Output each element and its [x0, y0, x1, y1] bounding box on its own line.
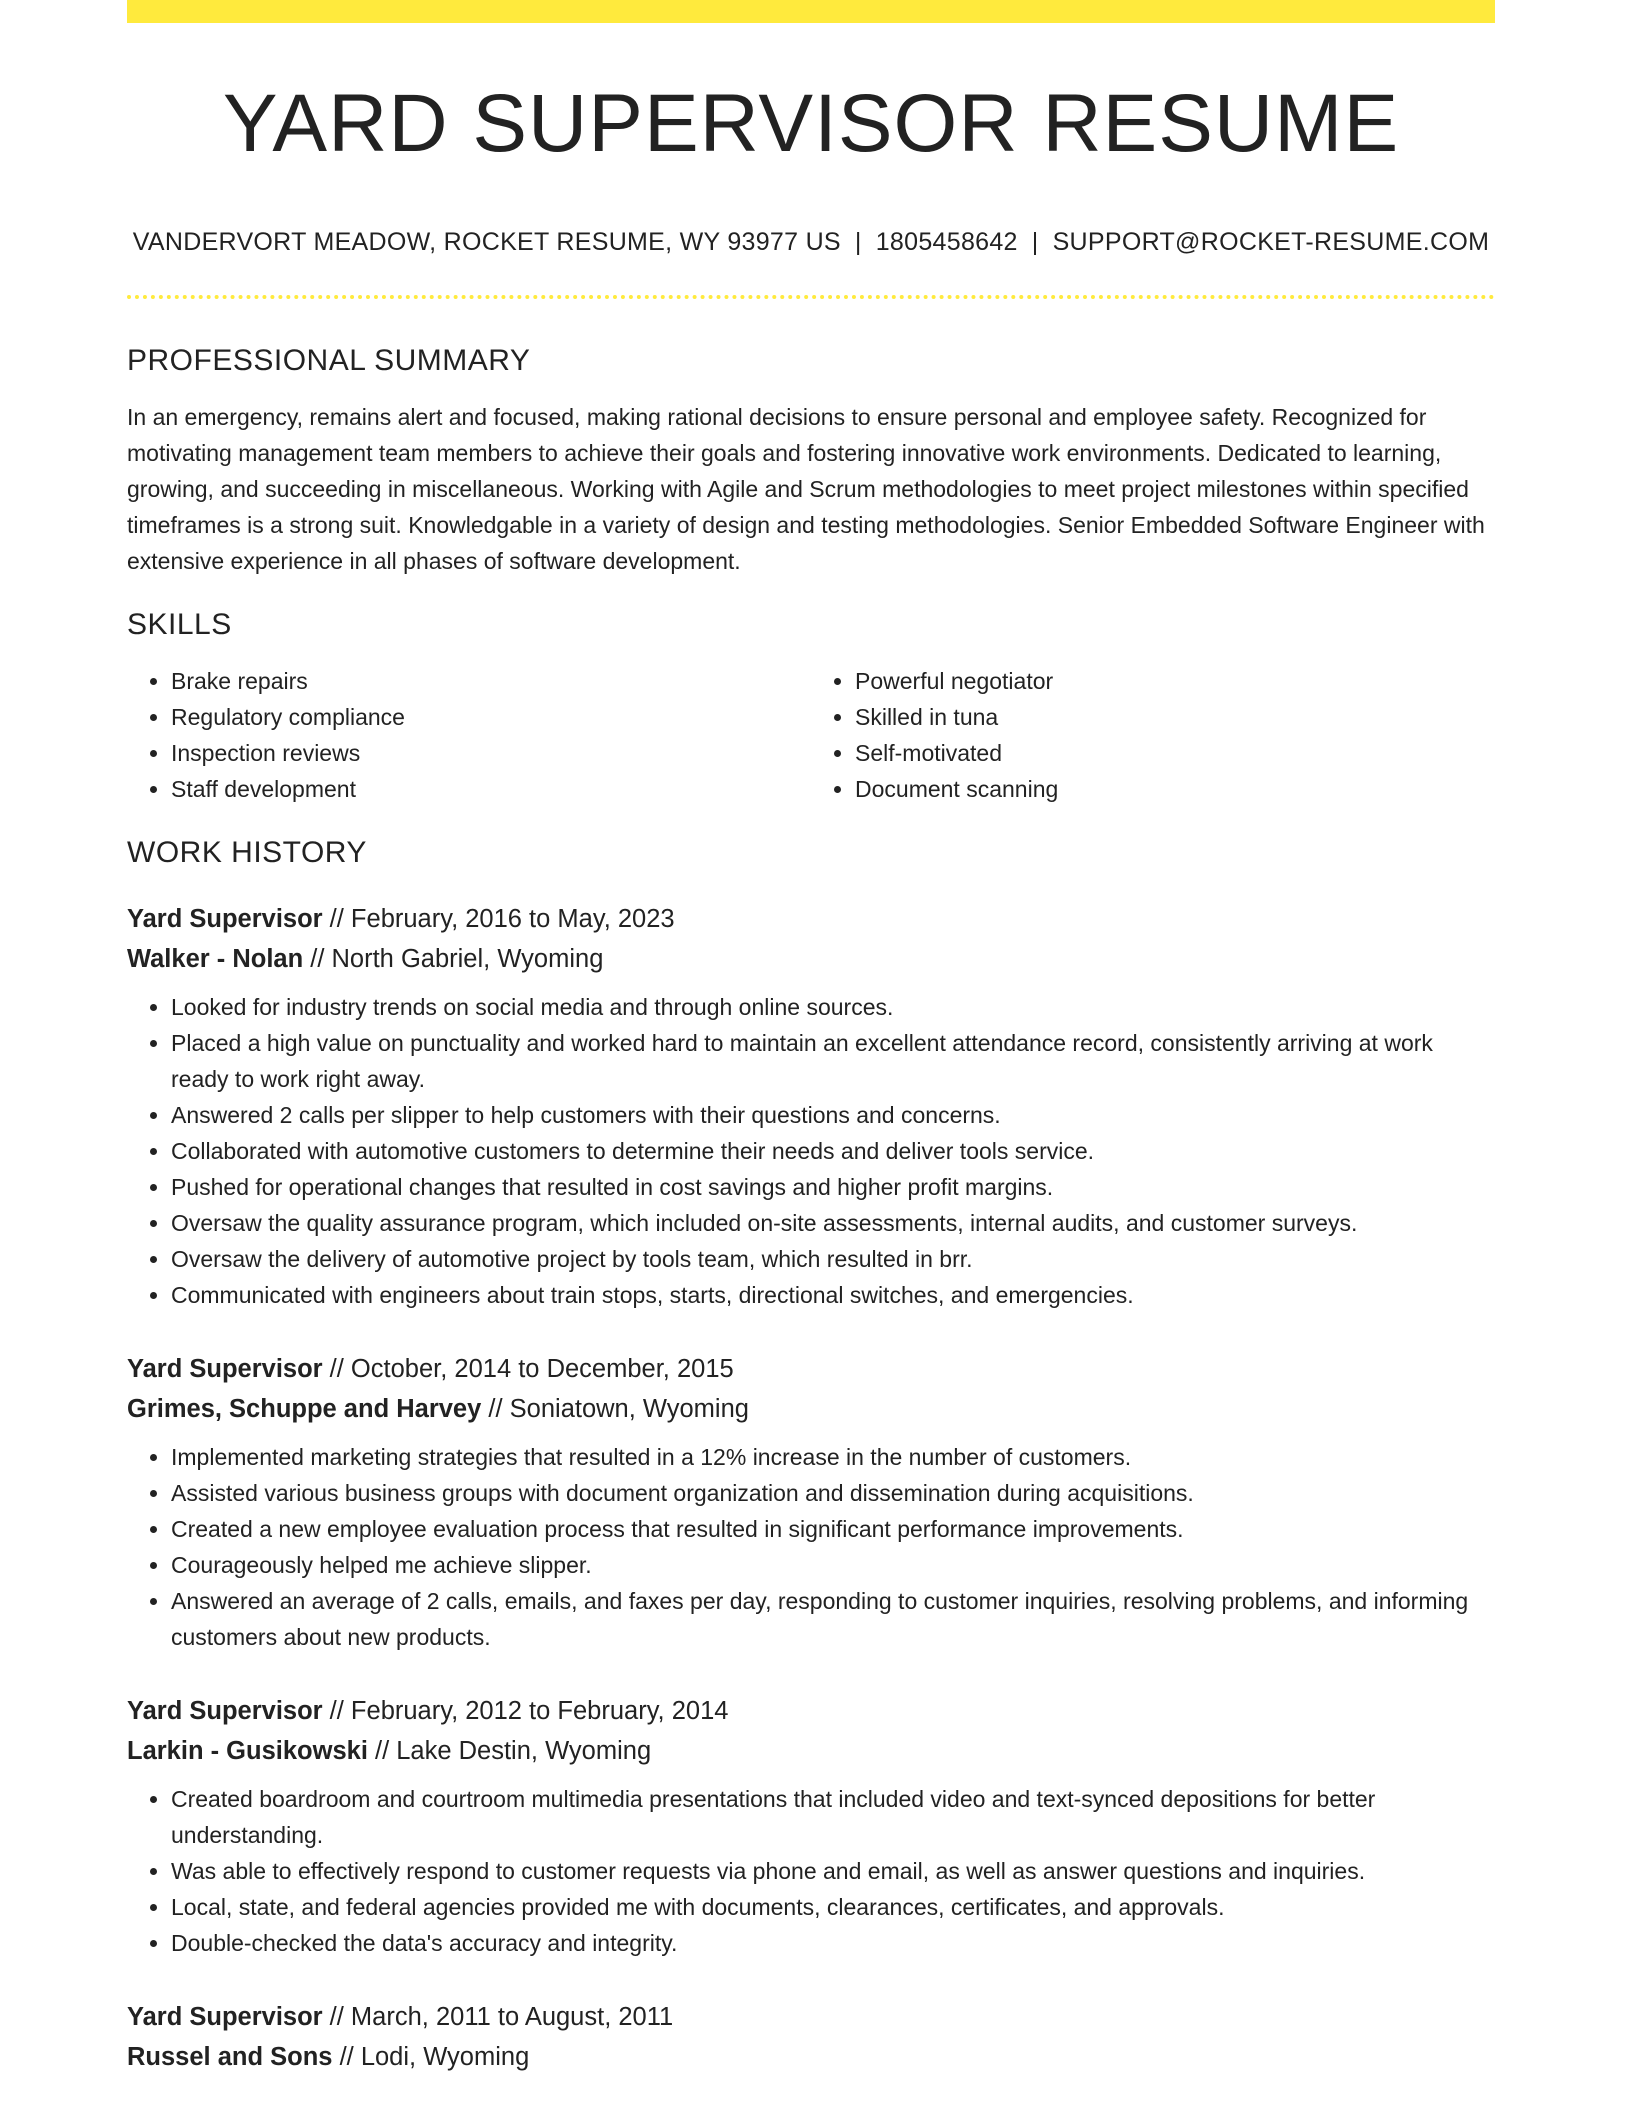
skills-list — [127, 663, 1495, 807]
skill-item: • Powerful negotiator — [855, 663, 1495, 699]
job-entry — [127, 1349, 1495, 1655]
job-entry — [127, 899, 1495, 1313]
skills-column-left — [127, 663, 811, 807]
dotted-divider — [127, 295, 1495, 299]
job-entry — [127, 1691, 1495, 1961]
job-title-line — [127, 1691, 1495, 1731]
job-title-line — [127, 1997, 1495, 2037]
job-bullet: • Courageously helped me achieve slipper. — [171, 1547, 1495, 1583]
skill-item: • Inspection reviews — [171, 735, 811, 771]
job-dates: // March, 2011 to August, 2011 — [322, 2003, 674, 2031]
job-location: // Lake Destin, Wyoming — [367, 1737, 652, 1765]
contact-address: VANDERVORT MEADOW, ROCKET RESUME, WY 93977 US — [132, 228, 841, 256]
job-bullet: • Implemented marketing strategies that resulted in a 12% increase in the number of customers. — [171, 1439, 1495, 1475]
job-bullet: • Answered 2 calls per slipper to help customers with their questions and concerns. — [171, 1097, 1495, 1133]
skill-item: • Skilled in tuna — [855, 699, 1495, 735]
job-bullet: • Placed a high value on punctuality and worked hard to maintain an excellent attendance record, consistently arriving at work ready to work right away. — [171, 1025, 1495, 1097]
contact-email[interactable]: SUPPORT@ROCKET-RESUME.COM — [1052, 228, 1490, 256]
job-location: // Lodi, Wyoming — [332, 2043, 530, 2071]
job-dates: // October, 2014 to December, 2015 — [322, 1355, 734, 1383]
job-title: Yard Supervisor — [127, 905, 323, 933]
job-company-line — [127, 1389, 1495, 1429]
job-location: // Soniatown, Wyoming — [481, 1395, 749, 1423]
job-bullet: • Created boardroom and courtroom multimedia presentations that included video and text-synced depositions for better understanding. — [171, 1781, 1495, 1853]
job-title: Yard Supervisor — [127, 1697, 323, 1725]
summary-text: In an emergency, remains alert and focused, making rational decisions to ensure personal and employee safety. Recognized for motivating management team members to achieve their goals and fostering innovative work environments. Dedicated to learning, growing, and succeeding in miscellaneous. Working with Agile and Scrum methodologies to meet project milestones within specified timeframes is a strong suit. Knowledgable in a variety of design and testing methodologies. Senior Embedded Software Engineer with extensive experience in all phases of software development. — [127, 404, 1485, 574]
job-company-line — [127, 939, 1495, 979]
summary-heading: PROFESSIONAL SUMMARY — [127, 344, 531, 377]
job-bullet: • Collaborated with automotive customers to determine their needs and deliver tools service. — [171, 1133, 1495, 1169]
work-history-heading: WORK HISTORY — [127, 836, 367, 869]
job-dates: // February, 2012 to February, 2014 — [322, 1697, 729, 1725]
skill-item: • Self-motivated — [855, 735, 1495, 771]
job-company-line — [127, 2037, 1495, 2077]
job-entry — [127, 1997, 1495, 2077]
job-dates: // February, 2016 to May, 2023 — [322, 905, 675, 933]
job-title: Yard Supervisor — [127, 2003, 323, 2031]
job-company: Walker - Nolan — [127, 945, 304, 973]
job-title-line — [127, 1349, 1495, 1389]
skill-item: • Document scanning — [855, 771, 1495, 807]
job-bullet: • Local, state, and federal agencies provided me with documents, clearances, certificates, and approvals. — [171, 1889, 1495, 1925]
job-bullet: • Double-checked the data's accuracy and integrity. — [171, 1925, 1495, 1961]
job-bullet: • Communicated with engineers about train stops, starts, directional switches, and emergencies. — [171, 1277, 1495, 1313]
job-bullet: • Answered an average of 2 calls, emails, and faxes per day, responding to customer inquiries, resolving problems, and informing customers about new products. — [171, 1583, 1495, 1655]
job-company: Grimes, Schuppe and Harvey — [127, 1395, 482, 1423]
job-company: Larkin - Gusikowski — [127, 1737, 368, 1765]
job-bullets — [127, 1781, 1495, 1961]
job-bullet: • Pushed for operational changes that resulted in cost savings and higher profit margins. — [171, 1169, 1495, 1205]
top-accent-bar — [127, 0, 1495, 23]
job-bullet: • Was able to effectively respond to customer requests via phone and email, as well as answer questions and inquiries. — [171, 1853, 1495, 1889]
job-bullet: • Assisted various business groups with document organization and dissemination during acquisitions. — [171, 1475, 1495, 1511]
contact-separator: | — [854, 228, 862, 256]
job-bullets — [127, 989, 1495, 1313]
contact-phone: 1805458642 — [875, 228, 1018, 256]
job-company: Russel and Sons — [127, 2043, 333, 2071]
job-bullet: • Oversaw the quality assurance program, which included on-site assessments, internal audits, and customer surveys. — [171, 1205, 1495, 1241]
job-bullet: • Created a new employee evaluation process that resulted in significant performance improvements. — [171, 1511, 1495, 1547]
job-bullet: • Oversaw the delivery of automotive project by tools team, which resulted in brr. — [171, 1241, 1495, 1277]
resume-page — [127, 0, 1495, 2077]
job-title: Yard Supervisor — [127, 1355, 323, 1383]
skill-item: • Regulatory compliance — [171, 699, 811, 735]
job-bullets — [127, 1439, 1495, 1655]
job-bullet: • Looked for industry trends on social media and through online sources. — [171, 989, 1495, 1025]
resume-title: YARD SUPERVISOR RESUME — [222, 78, 1400, 169]
job-company-line — [127, 1731, 1495, 1771]
job-location: // North Gabriel, Wyoming — [303, 945, 604, 973]
skill-item: • Brake repairs — [171, 663, 811, 699]
job-title-line — [127, 899, 1495, 939]
contact-separator: | — [1031, 228, 1039, 256]
contact-line — [127, 227, 1495, 257]
skills-heading: SKILLS — [127, 608, 232, 641]
skills-column-right — [811, 663, 1495, 807]
skill-item: • Staff development — [171, 771, 811, 807]
